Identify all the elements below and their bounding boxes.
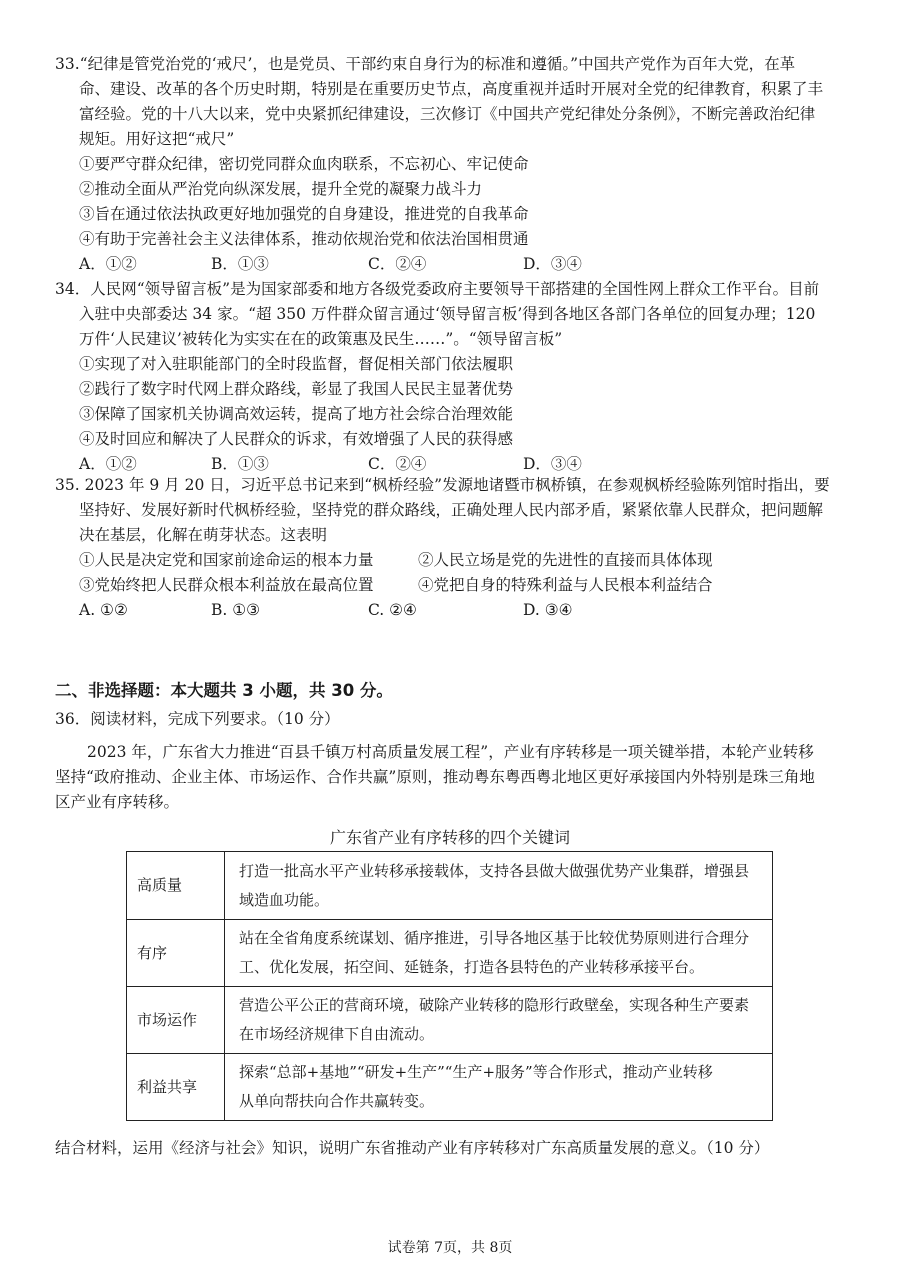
question-36-material	[55, 740, 855, 815]
description-line: 工、优化发展，拓空间、延链条，打造各县特色的产业转移承接平台。	[239, 958, 705, 976]
table-title: 广东省产业有序转移的四个关键词	[329, 828, 570, 847]
section-title: 二、非选择题：本大题共 3 小题，共 30 分。	[55, 681, 393, 700]
description-cell	[225, 987, 773, 1054]
description-cell	[225, 852, 773, 920]
choice-a: A. ①②	[79, 601, 128, 619]
question-34-stem-line: 万件‘人民建议’被转化为实实在在的政策惠及民生……”。“领导留言板”	[79, 330, 563, 348]
question-34-stem-line: 34．人民网“领导留言板”是为国家部委和地方各级党委政府主要领导干部搭建的全国性网上群众工作平台。目前	[55, 280, 820, 298]
keywords-table	[126, 851, 773, 1121]
question-33-option: ①要严守群众纪律，密切党同群众血肉联系，不忘初心、牢记使命	[79, 155, 529, 173]
question-35-option: ②人民立场是党的先进性的直接而具体体现	[418, 551, 713, 569]
choice-d: D．③④	[523, 255, 582, 273]
description-line: 营造公平公正的营商环境，破除产业转移的隐形行政壁垒，实现各种生产要素	[239, 996, 750, 1014]
question-35-stem-line: 坚持好、发展好新时代枫桥经验，坚持党的群众路线，正确处理人民内部矛盾，紧紧依靠人民群众，把问题解	[79, 501, 824, 519]
keyword-cell: 有序	[127, 920, 225, 987]
description-line: 站在全省角度系统谋划、循序推进，引导各地区基于比较优势原则进行合理分	[239, 929, 750, 947]
question-35-option: ③党始终把人民群众根本利益放在最高位置	[79, 576, 374, 594]
material-line: 区产业有序转移。	[55, 793, 180, 811]
question-34-option: ①实现了对入驻职能部门的全时段监督，督促相关部门依法履职	[79, 355, 514, 373]
description-cell	[225, 920, 773, 987]
question-33-stem-line: 命、建设、改革的各个历史时期，特别是在重要历史节点，高度重视并适时开展对全党的纪律教育，积累了丰	[79, 80, 824, 98]
question-35-option: ④党把自身的特殊利益与人民根本利益结合	[418, 576, 713, 594]
keyword-cell: 高质量	[127, 852, 225, 920]
material-line: 坚持“政府推动、企业主体、市场运作、合作共赢”原则，推动粤东粤西粤北地区更好承接国内外特别是珠三角地	[55, 768, 815, 786]
choice-a: A．①②	[79, 255, 137, 273]
choice-c: C．②④	[368, 455, 427, 473]
choice-b: B．①③	[211, 455, 269, 473]
question-35-option-row	[55, 548, 855, 573]
table-row	[127, 852, 773, 920]
question-35-stem-line: 35. 2023 年 9 月 20 日，习近平总书记来到“枫桥经验”发源地诸暨市枫桥镇，在参观枫桥经验陈列馆时指出，要	[55, 476, 830, 494]
table-row	[127, 987, 773, 1054]
question-34	[55, 277, 855, 477]
choice-c: C．②④	[368, 255, 427, 273]
question-33-stem-line: 富经验。党的十八大以来，党中央紧抓纪律建设，三次修订《中国共产党纪律处分条例》，不断完善政治纪律	[79, 105, 816, 123]
question-33-option: ④有助于完善社会主义法律体系，推动依规治党和依法治国相贯通	[79, 230, 529, 248]
keyword-cell: 利益共享	[127, 1054, 225, 1121]
table-row	[127, 920, 773, 987]
page-footer: 试卷第 7页，共 8页	[387, 1240, 513, 1256]
description-cell	[225, 1054, 773, 1121]
keyword-cell: 市场运作	[127, 987, 225, 1054]
question-33-stem-line: 规矩。用好这把“戒尺”	[79, 130, 235, 148]
question-34-stem-line: 入驻中央部委达 34 家。“超 350 万件群众留言通过‘领导留言板’得到各地区各部门各单位的回复办理；120	[79, 305, 816, 323]
choice-a: A．①②	[79, 455, 137, 473]
choice-b: B．①③	[211, 255, 269, 273]
description-line: 探索“总部+基地”“研发+生产”“生产+服务”等合作形式，推动产业转移	[239, 1063, 713, 1081]
table-row	[127, 1054, 773, 1121]
material-line: 2023 年，广东省大力推进“百县千镇万村高质量发展工程”，产业有序转移是一项关键举措，本轮产业转移	[87, 743, 814, 761]
description-line: 打造一批高水平产业转移承接载体，支持各县做大做强优势产业集群，增强县	[239, 861, 750, 880]
question-34-option: ③保障了国家机关协调高效运转，提高了地方社会综合治理效能	[79, 405, 514, 423]
question-34-option: ②践行了数字时代网上群众路线，彰显了我国人民民主显著优势	[79, 380, 514, 398]
description-line: 在市场经济规律下自由流动。	[239, 1025, 435, 1043]
question-35	[55, 473, 855, 623]
description-line: 从单向帮扶向合作共赢转变。	[239, 1092, 435, 1110]
question-35-option-row	[55, 573, 855, 598]
choice-d: D. ③④	[523, 601, 573, 619]
question-33-option: ②推动全面从严治党向纵深发展，提升全党的凝聚力战斗力	[79, 180, 483, 198]
question-33-stem-line: 33.“纪律是管党治党的‘戒尺’，也是党员、干部约束自身行为的标准和遵循。”中国共产党作为百年大党，在革	[55, 55, 796, 73]
choice-d: D．③④	[523, 455, 582, 473]
choice-c: C. ②④	[368, 601, 417, 619]
question-33-choices	[55, 252, 855, 277]
description-line: 域造血功能。	[239, 890, 330, 909]
question-35-option: ①人民是决定党和国家前途命运的根本力量	[79, 551, 374, 569]
question-36-task: 结合材料，运用《经济与社会》知识，说明广东省推动产业有序转移对广东高质量发展的意义。（10 分）	[55, 1139, 770, 1157]
question-34-option: ④及时回应和解决了人民群众的诉求，有效增强了人民的获得感	[79, 430, 514, 448]
question-33	[55, 52, 855, 277]
question-36-prompt: 36．阅读材料，完成下列要求。（10 分）	[55, 710, 340, 728]
choice-b: B. ①③	[211, 601, 261, 619]
question-33-option: ③旨在通过依法执政更好地加强党的自身建设，推进党的自我革命	[79, 205, 529, 223]
question-35-choices	[55, 598, 855, 623]
question-35-stem-line: 决在基层，化解在萌芽状态。这表明	[79, 526, 328, 544]
